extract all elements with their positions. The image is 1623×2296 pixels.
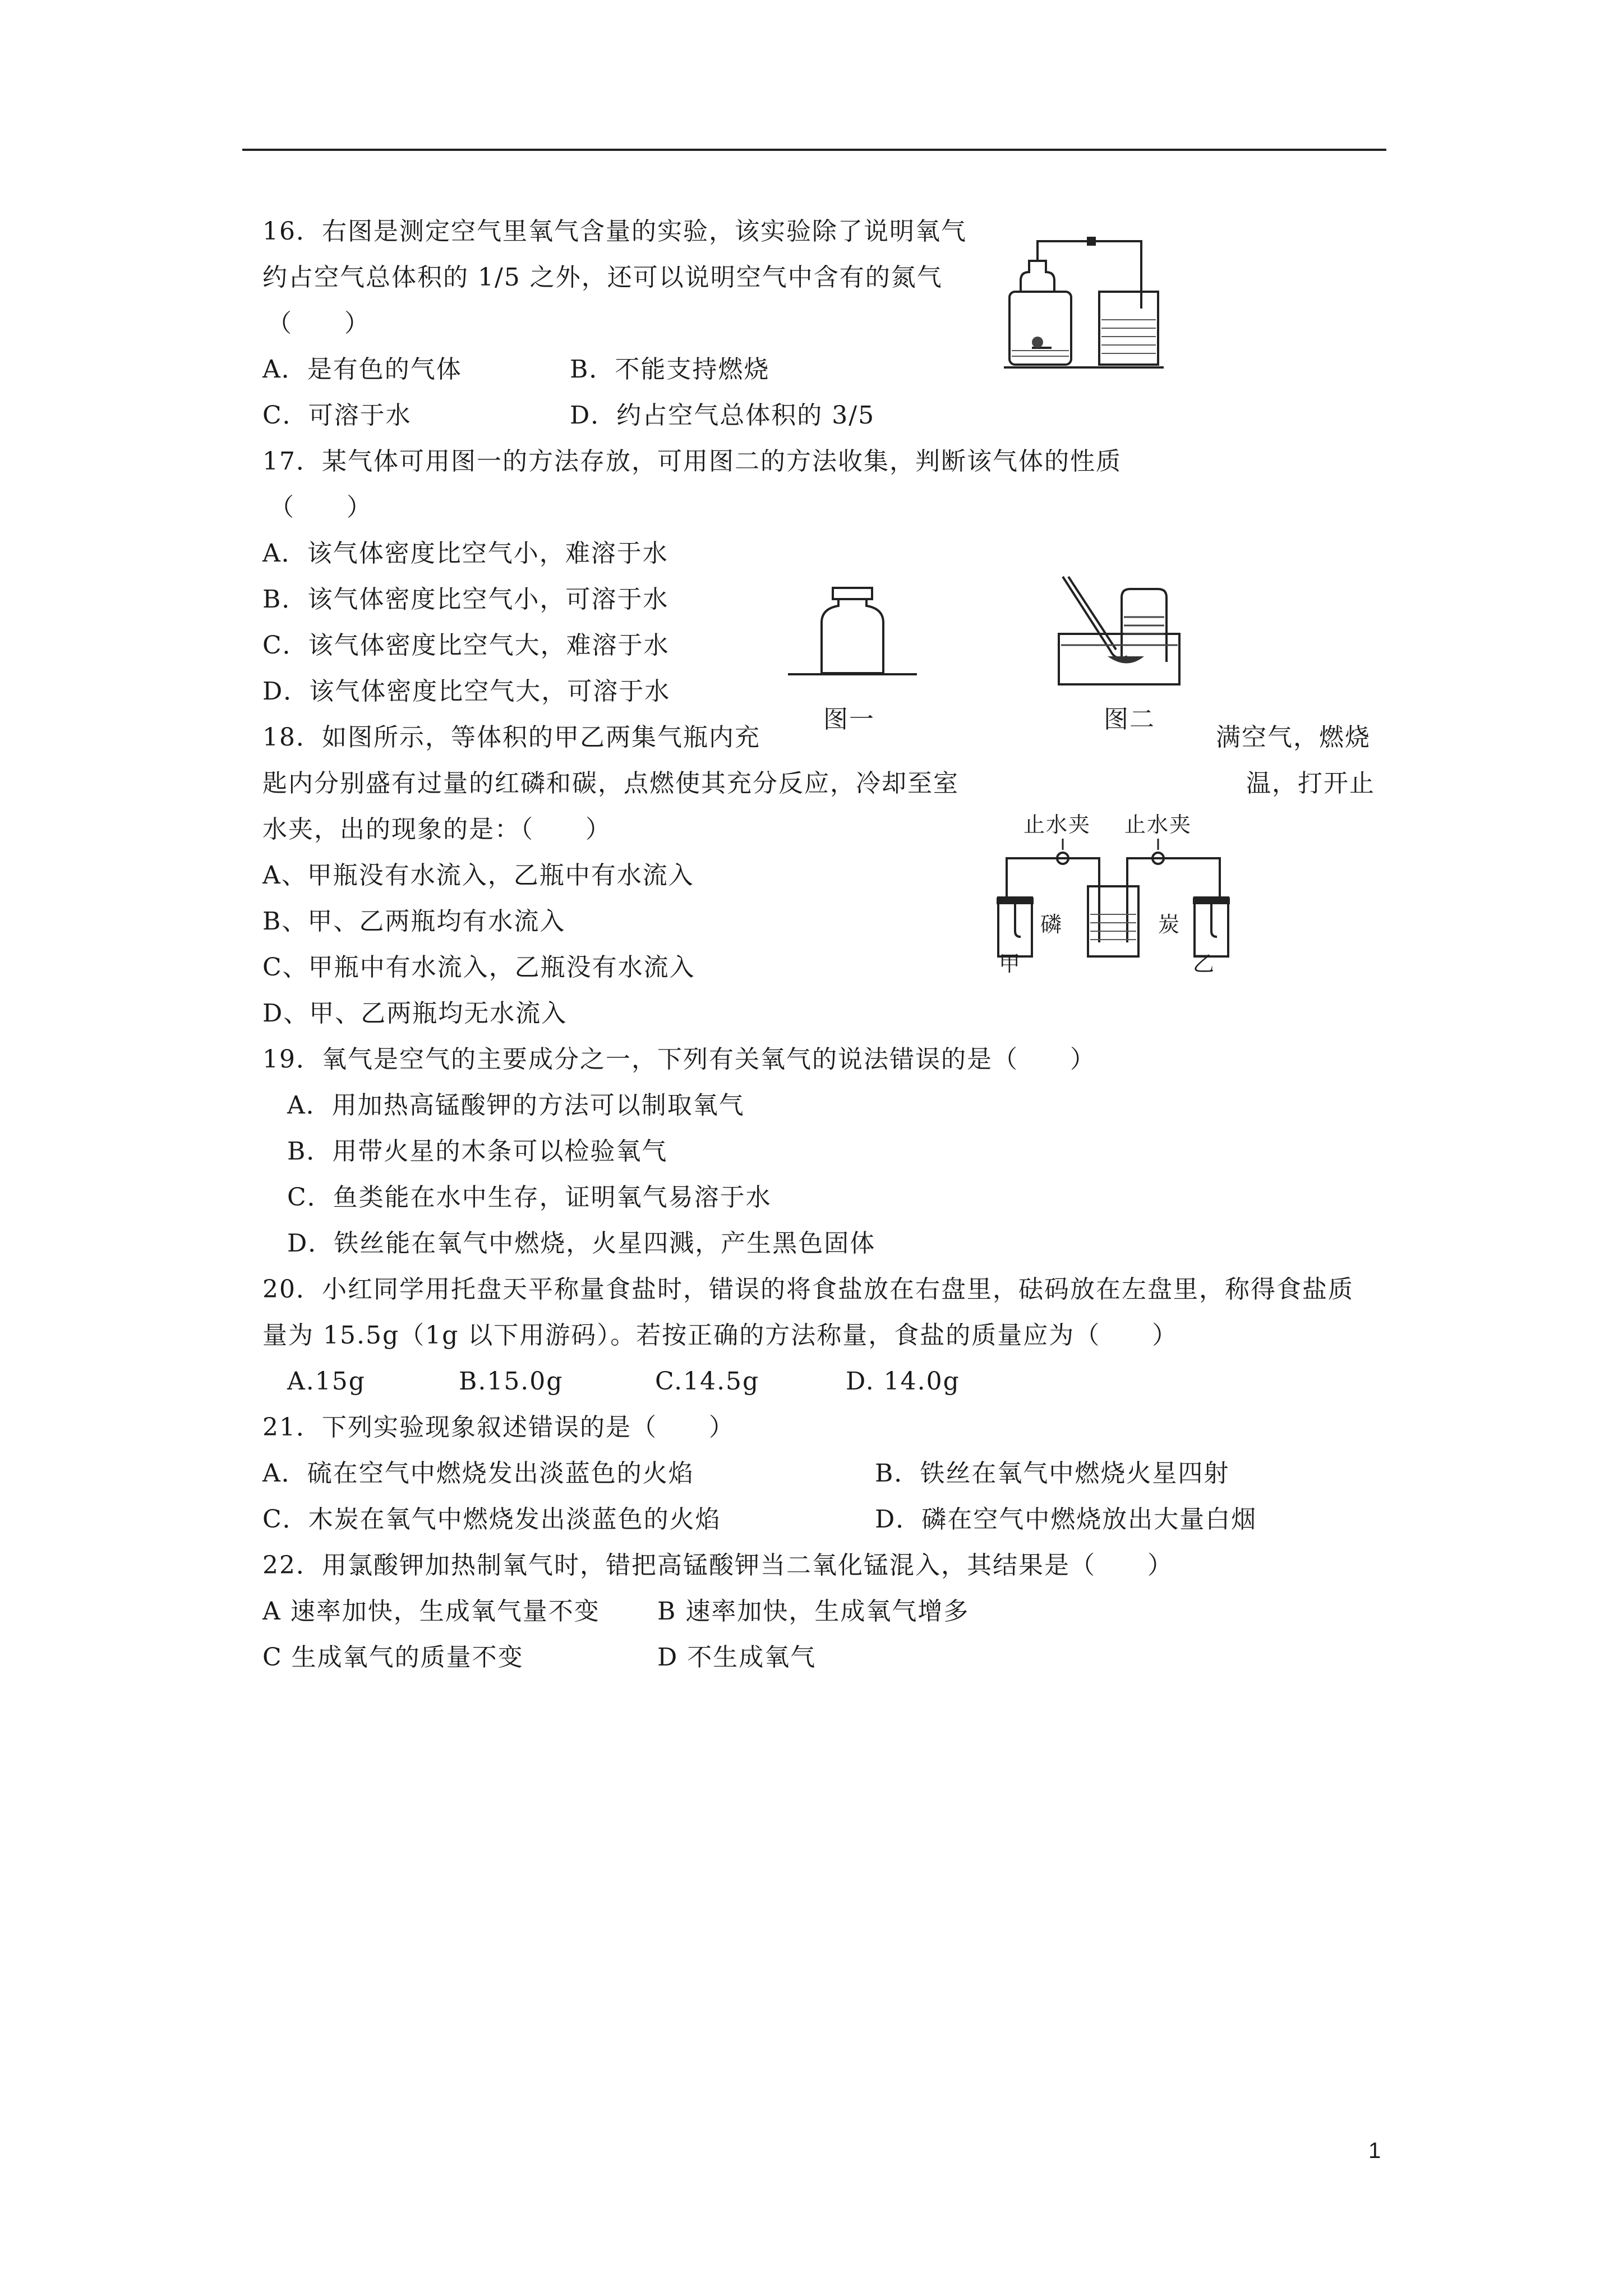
q17-figure-one [788,583,917,679]
q21-option-a: A．硫在空气中燃烧发出淡蓝色的火焰 [262,1459,694,1488]
q18-option-d: D、甲、乙两瓶均无水流入 [262,999,568,1028]
q19-option-c: C．鱼类能在水中生存，证明氧气易溶于水 [287,1183,772,1212]
q17-option-a: A．该气体密度比空气小，难溶于水 [262,539,668,568]
q18-stem-line-3: 水夹，出的现象的是：（ ） [262,815,611,844]
q21-option-c: C．木炭在氧气中燃烧发出淡蓝色的火焰 [262,1505,721,1534]
q20-option-d: D. 14.0g [846,1367,960,1396]
q18-carbon-label: 炭 [1158,912,1181,937]
q20-option-b: B.15.0g [459,1367,564,1396]
q18-stem-line-2: 匙内分别盛有过量的红磷和碳，点燃使其充分反应，冷却至室 [262,769,959,798]
q16-option-c: C．可溶于水 [262,401,412,430]
q16-option-b: B．不能支持燃烧 [570,355,770,384]
q18-stem-line-1: 18．如图所示，等体积的甲乙两集气瓶内充 [262,723,760,752]
q17-stem-line-1: 17．某气体可用图一的方法存放，可用图二的方法收集，判断该气体的性质 [262,447,1122,476]
q17-blank: （ ） [269,493,372,522]
q22-option-b: B 速率加快，生成氧气增多 [657,1597,970,1626]
page-number: 1 [1368,2138,1381,2163]
q17-figure-two-label: 图二 [1104,705,1155,734]
q20-stem-line-1: 20．小红同学用托盘天平称量食盐时，错误的将食盐放在右盘里，砝码放在左盘里，称得食盐质 [262,1275,1354,1304]
q17-option-c: C．该气体密度比空气大，难溶于水 [262,631,670,660]
q17-figure-two [1054,572,1183,687]
q16-option-d: D．约占空气总体积的 3/5 [570,401,875,430]
q18-jar-b-label: 乙 [1193,951,1216,976]
q19-option-d: D．铁丝能在氧气中燃烧，火星四溅，产生黑色固体 [287,1229,876,1258]
q18-clamp-label-right: 止水夹 [1124,812,1192,837]
q21-option-b: B．铁丝在氧气中燃烧火星四射 [875,1459,1230,1488]
q19-option-b: B．用带火星的木条可以检验氧气 [287,1137,668,1166]
q22-option-a: A 速率加快，生成氧气量不变 [262,1597,600,1626]
q17-option-d: D．该气体密度比空气大，可溶于水 [262,677,671,706]
q18-jar-a-label: 甲 [999,951,1022,976]
q18-apparatus-figure [990,813,1237,976]
q18-stem-line-1-end: 满空气，燃烧 [1216,723,1371,752]
q17-option-b: B．该气体密度比空气小，可溶于水 [262,585,669,614]
q21-option-d: D．磷在空气中燃烧放出大量白烟 [875,1505,1257,1534]
q16-apparatus-figure [998,230,1166,381]
q18-option-a: A、甲瓶没有水流入，乙瓶中有水流入 [262,861,694,890]
q18-stem-line-2-end: 温，打开止 [1246,769,1375,798]
q18-phosphorus-label: 磷 [1040,912,1063,937]
q22-option-d: D 不生成氧气 [657,1643,817,1672]
q18-clamp-label-left: 止水夹 [1023,812,1091,837]
q19-option-a: A．用加热高锰酸钾的方法可以制取氧气 [287,1091,745,1120]
q22-stem: 22．用氯酸钾加热制氧气时，错把高锰酸钾当二氧化锰混入，其结果是（ ） [262,1551,1173,1580]
q17-figure-one-label: 图一 [823,705,875,734]
q16-stem-line-1: 16．右图是测定空气里氧气含量的实验，该实验除了说明氧气 [262,217,967,246]
q19-stem: 19．氧气是空气的主要成分之一，下列有关氧气的说法错误的是（ ） [262,1045,1096,1074]
q20-stem-line-2: 量为 15.5g（1g 以下用游码）。若按正确的方法称量，食盐的质量应为（ ） [262,1321,1178,1350]
q22-option-c: C 生成氧气的质量不变 [262,1643,524,1672]
header-rule [242,149,1386,151]
q18-option-c: C、甲瓶中有水流入，乙瓶没有水流入 [262,953,695,982]
q20-option-a: A.15g [287,1367,366,1396]
q16-option-a: A．是有色的气体 [262,355,462,384]
q16-blank: （ ） [267,309,370,338]
q18-option-b: B、甲、乙两瓶均有水流入 [262,907,566,936]
q20-option-c: C.14.5g [655,1367,760,1396]
q16-stem-line-2: 约占空气总体积的 1/5 之外，还可以说明空气中含有的氮气 [262,263,943,292]
q21-stem: 21．下列实验现象叙述错误的是（ ） [262,1413,735,1442]
